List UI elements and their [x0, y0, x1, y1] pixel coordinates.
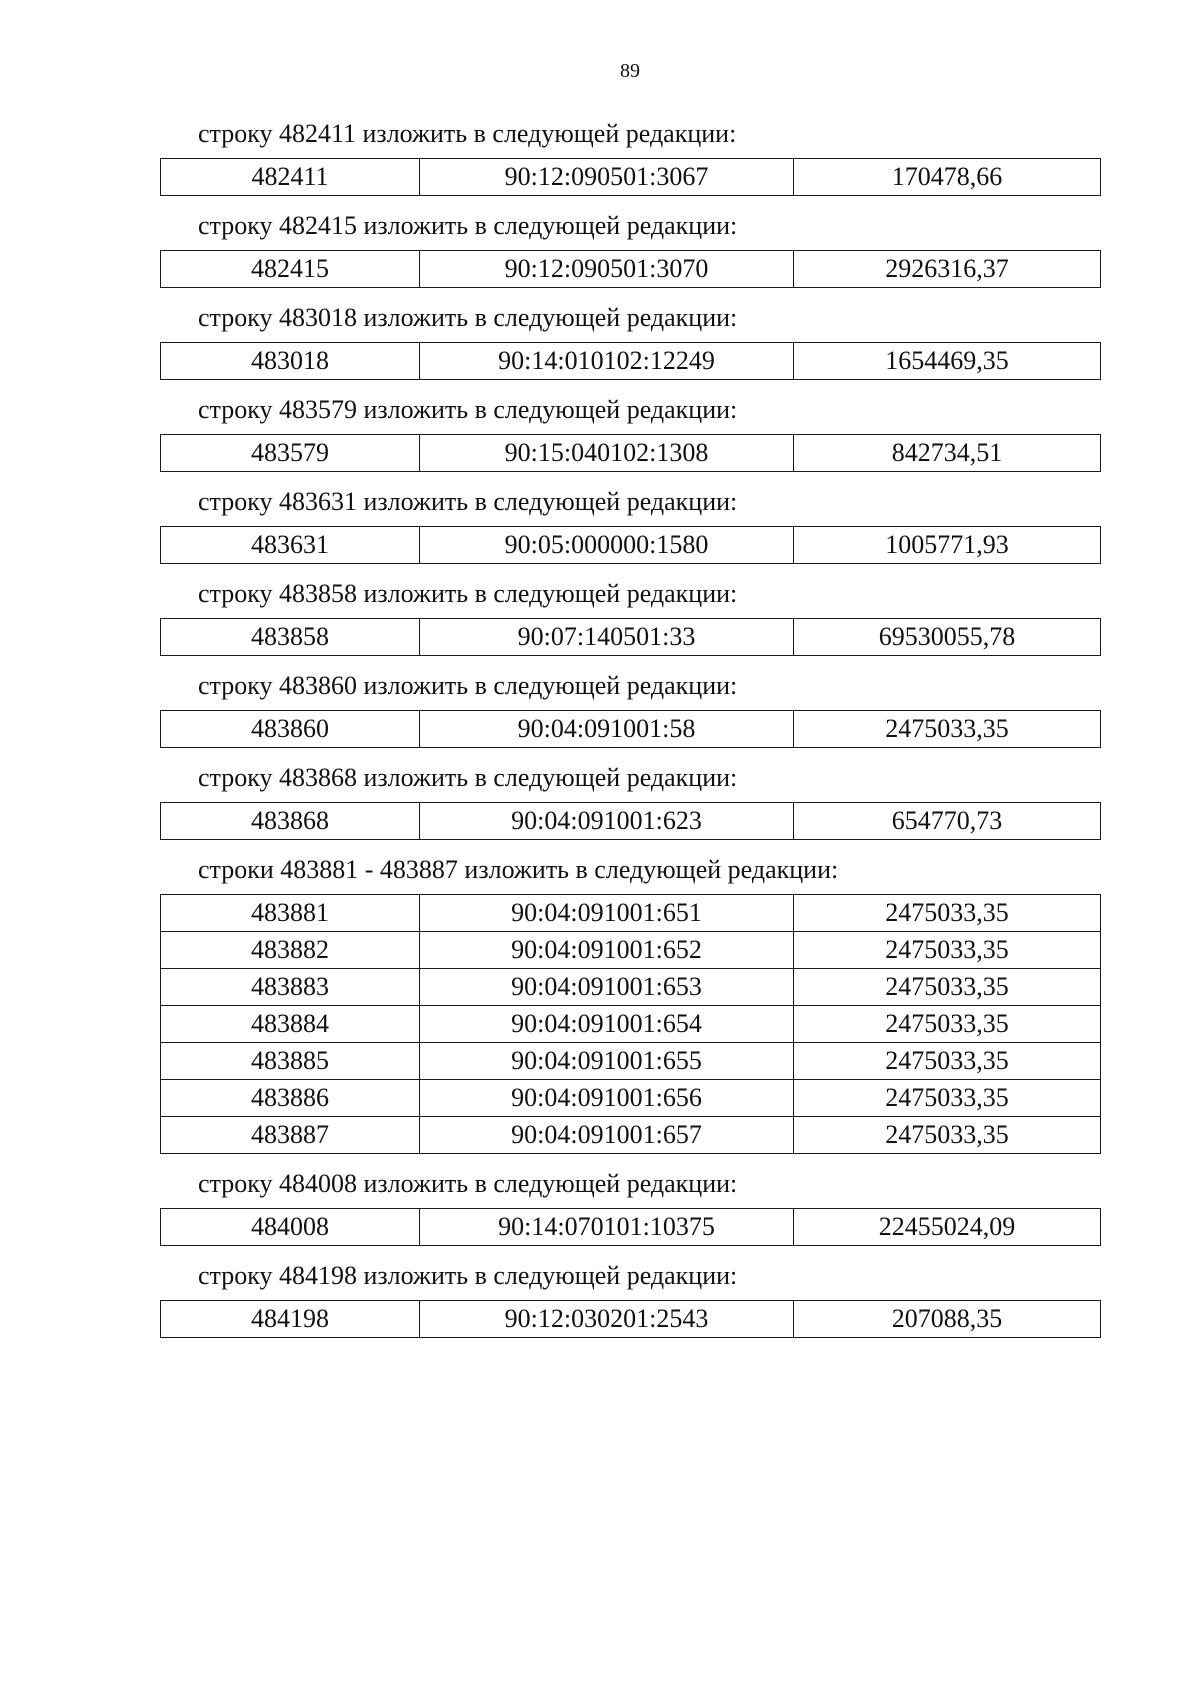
row-number-cell: 483018: [161, 343, 420, 380]
value-cell: 1005771,93: [794, 527, 1101, 564]
row-number-cell: 483885: [161, 1043, 420, 1080]
cadastral-number-cell: 90:04:091001:655: [420, 1043, 794, 1080]
cadastral-number-cell: 90:12:030201:2543: [420, 1301, 794, 1338]
cadastral-number-cell: 90:04:091001:651: [420, 895, 794, 932]
table-row: [161, 1006, 1101, 1043]
cadastral-number-cell: 90:12:090501:3067: [420, 159, 794, 196]
cadastral-number-cell: 90:04:091001:653: [420, 969, 794, 1006]
cadastral-number-cell: 90:04:091001:58: [420, 711, 794, 748]
cadastral-number-cell: 90:12:090501:3070: [420, 251, 794, 288]
table-row: [161, 969, 1101, 1006]
value-cell: 2475033,35: [794, 969, 1101, 1006]
value-cell: 2926316,37: [794, 251, 1101, 288]
amendment-section: [160, 670, 1100, 748]
row-number-cell: 484008: [161, 1209, 420, 1246]
value-cell: 654770,73: [794, 803, 1101, 840]
table-row: [161, 251, 1101, 288]
row-number-cell: 483887: [161, 1117, 420, 1154]
amendment-instruction: строку 483018 изложить в следующей редакции:: [198, 303, 738, 332]
row-number-cell: 482415: [161, 251, 420, 288]
value-cell: 842734,51: [794, 435, 1101, 472]
amendment-instruction: строку 483631 изложить в следующей редакции:: [198, 487, 738, 516]
table-row: [161, 711, 1101, 748]
cadastral-number-cell: 90:04:091001:657: [420, 1117, 794, 1154]
amendment-table: [160, 434, 1101, 472]
value-cell: 207088,35: [794, 1301, 1101, 1338]
row-number-cell: 484198: [161, 1301, 420, 1338]
table-row: [161, 1301, 1101, 1338]
row-number-cell: 483579: [161, 435, 420, 472]
value-cell: 2475033,35: [794, 1080, 1101, 1117]
cadastral-number-cell: 90:04:091001:654: [420, 1006, 794, 1043]
amendment-instruction: строку 484008 изложить в следующей редакции:: [198, 1169, 738, 1198]
row-number-cell: 483884: [161, 1006, 420, 1043]
amendment-section: [160, 578, 1100, 656]
cadastral-number-cell: 90:07:140501:33: [420, 619, 794, 656]
amendment-section: [160, 394, 1100, 472]
value-cell: 2475033,35: [794, 1117, 1101, 1154]
value-cell: 2475033,35: [794, 711, 1101, 748]
row-number-cell: 483860: [161, 711, 420, 748]
cadastral-number-cell: 90:14:070101:10375: [420, 1209, 794, 1246]
amendment-section: [160, 762, 1100, 840]
table-row: [161, 343, 1101, 380]
amendment-section: [160, 302, 1100, 380]
amendment-instruction: строку 482411 изложить в следующей редакции:: [198, 119, 737, 148]
amendment-table: [160, 250, 1101, 288]
cadastral-number-cell: 90:05:000000:1580: [420, 527, 794, 564]
value-cell: 2475033,35: [794, 1043, 1101, 1080]
amendment-instruction: строку 484198 изложить в следующей редакции:: [198, 1261, 738, 1290]
amendment-instruction: строку 483858 изложить в следующей редакции:: [198, 579, 738, 608]
table-row: [161, 932, 1101, 969]
amendment-section: [160, 1168, 1100, 1246]
amendment-instruction: строку 482415 изложить в следующей редакции:: [198, 211, 738, 240]
value-cell: 1654469,35: [794, 343, 1101, 380]
row-number-cell: 483631: [161, 527, 420, 564]
amendment-section: [160, 118, 1100, 196]
cadastral-number-cell: 90:14:010102:12249: [420, 343, 794, 380]
amendment-instruction: строку 483860 изложить в следующей редакции:: [198, 671, 738, 700]
amendment-table: [160, 1300, 1101, 1338]
amendment-section: [160, 210, 1100, 288]
table-row: [161, 895, 1101, 932]
amendment-table: [160, 526, 1101, 564]
amendment-section: [160, 486, 1100, 564]
amendment-instruction: строку 483868 изложить в следующей редакции:: [198, 763, 738, 792]
cadastral-number-cell: 90:04:091001:623: [420, 803, 794, 840]
value-cell: 69530055,78: [794, 619, 1101, 656]
value-cell: 2475033,35: [794, 895, 1101, 932]
amendment-section: [160, 854, 1100, 1154]
amendment-instruction: строки 483881 - 483887 изложить в следующей редакции:: [198, 855, 839, 884]
row-number-cell: 483883: [161, 969, 420, 1006]
table-row: [161, 435, 1101, 472]
amendment-table: [160, 710, 1101, 748]
value-cell: 2475033,35: [794, 932, 1101, 969]
amendment-table: [160, 342, 1101, 380]
value-cell: 2475033,35: [794, 1006, 1101, 1043]
row-number-cell: 483858: [161, 619, 420, 656]
row-number-cell: 483881: [161, 895, 420, 932]
amendment-section: [160, 1260, 1100, 1338]
table-row: [161, 1209, 1101, 1246]
amendment-instruction: строку 483579 изложить в следующей редакции:: [198, 395, 738, 424]
row-number-cell: 482411: [161, 159, 420, 196]
table-row: [161, 619, 1101, 656]
table-row: [161, 803, 1101, 840]
table-row: [161, 1080, 1101, 1117]
amendment-table: [160, 802, 1101, 840]
value-cell: 22455024,09: [794, 1209, 1101, 1246]
row-number-cell: 483886: [161, 1080, 420, 1117]
cadastral-number-cell: 90:15:040102:1308: [420, 435, 794, 472]
amendment-table: [160, 158, 1101, 196]
cadastral-number-cell: 90:04:091001:652: [420, 932, 794, 969]
amendment-table: [160, 894, 1101, 1154]
cadastral-number-cell: 90:04:091001:656: [420, 1080, 794, 1117]
row-number-cell: 483868: [161, 803, 420, 840]
table-row: [161, 1117, 1101, 1154]
amendment-list: [160, 118, 1100, 1352]
table-row: [161, 159, 1101, 196]
table-row: [161, 1043, 1101, 1080]
table-row: [161, 527, 1101, 564]
amendment-table: [160, 1208, 1101, 1246]
page-number: 89: [620, 60, 640, 82]
row-number-cell: 483882: [161, 932, 420, 969]
value-cell: 170478,66: [794, 159, 1101, 196]
amendment-table: [160, 618, 1101, 656]
